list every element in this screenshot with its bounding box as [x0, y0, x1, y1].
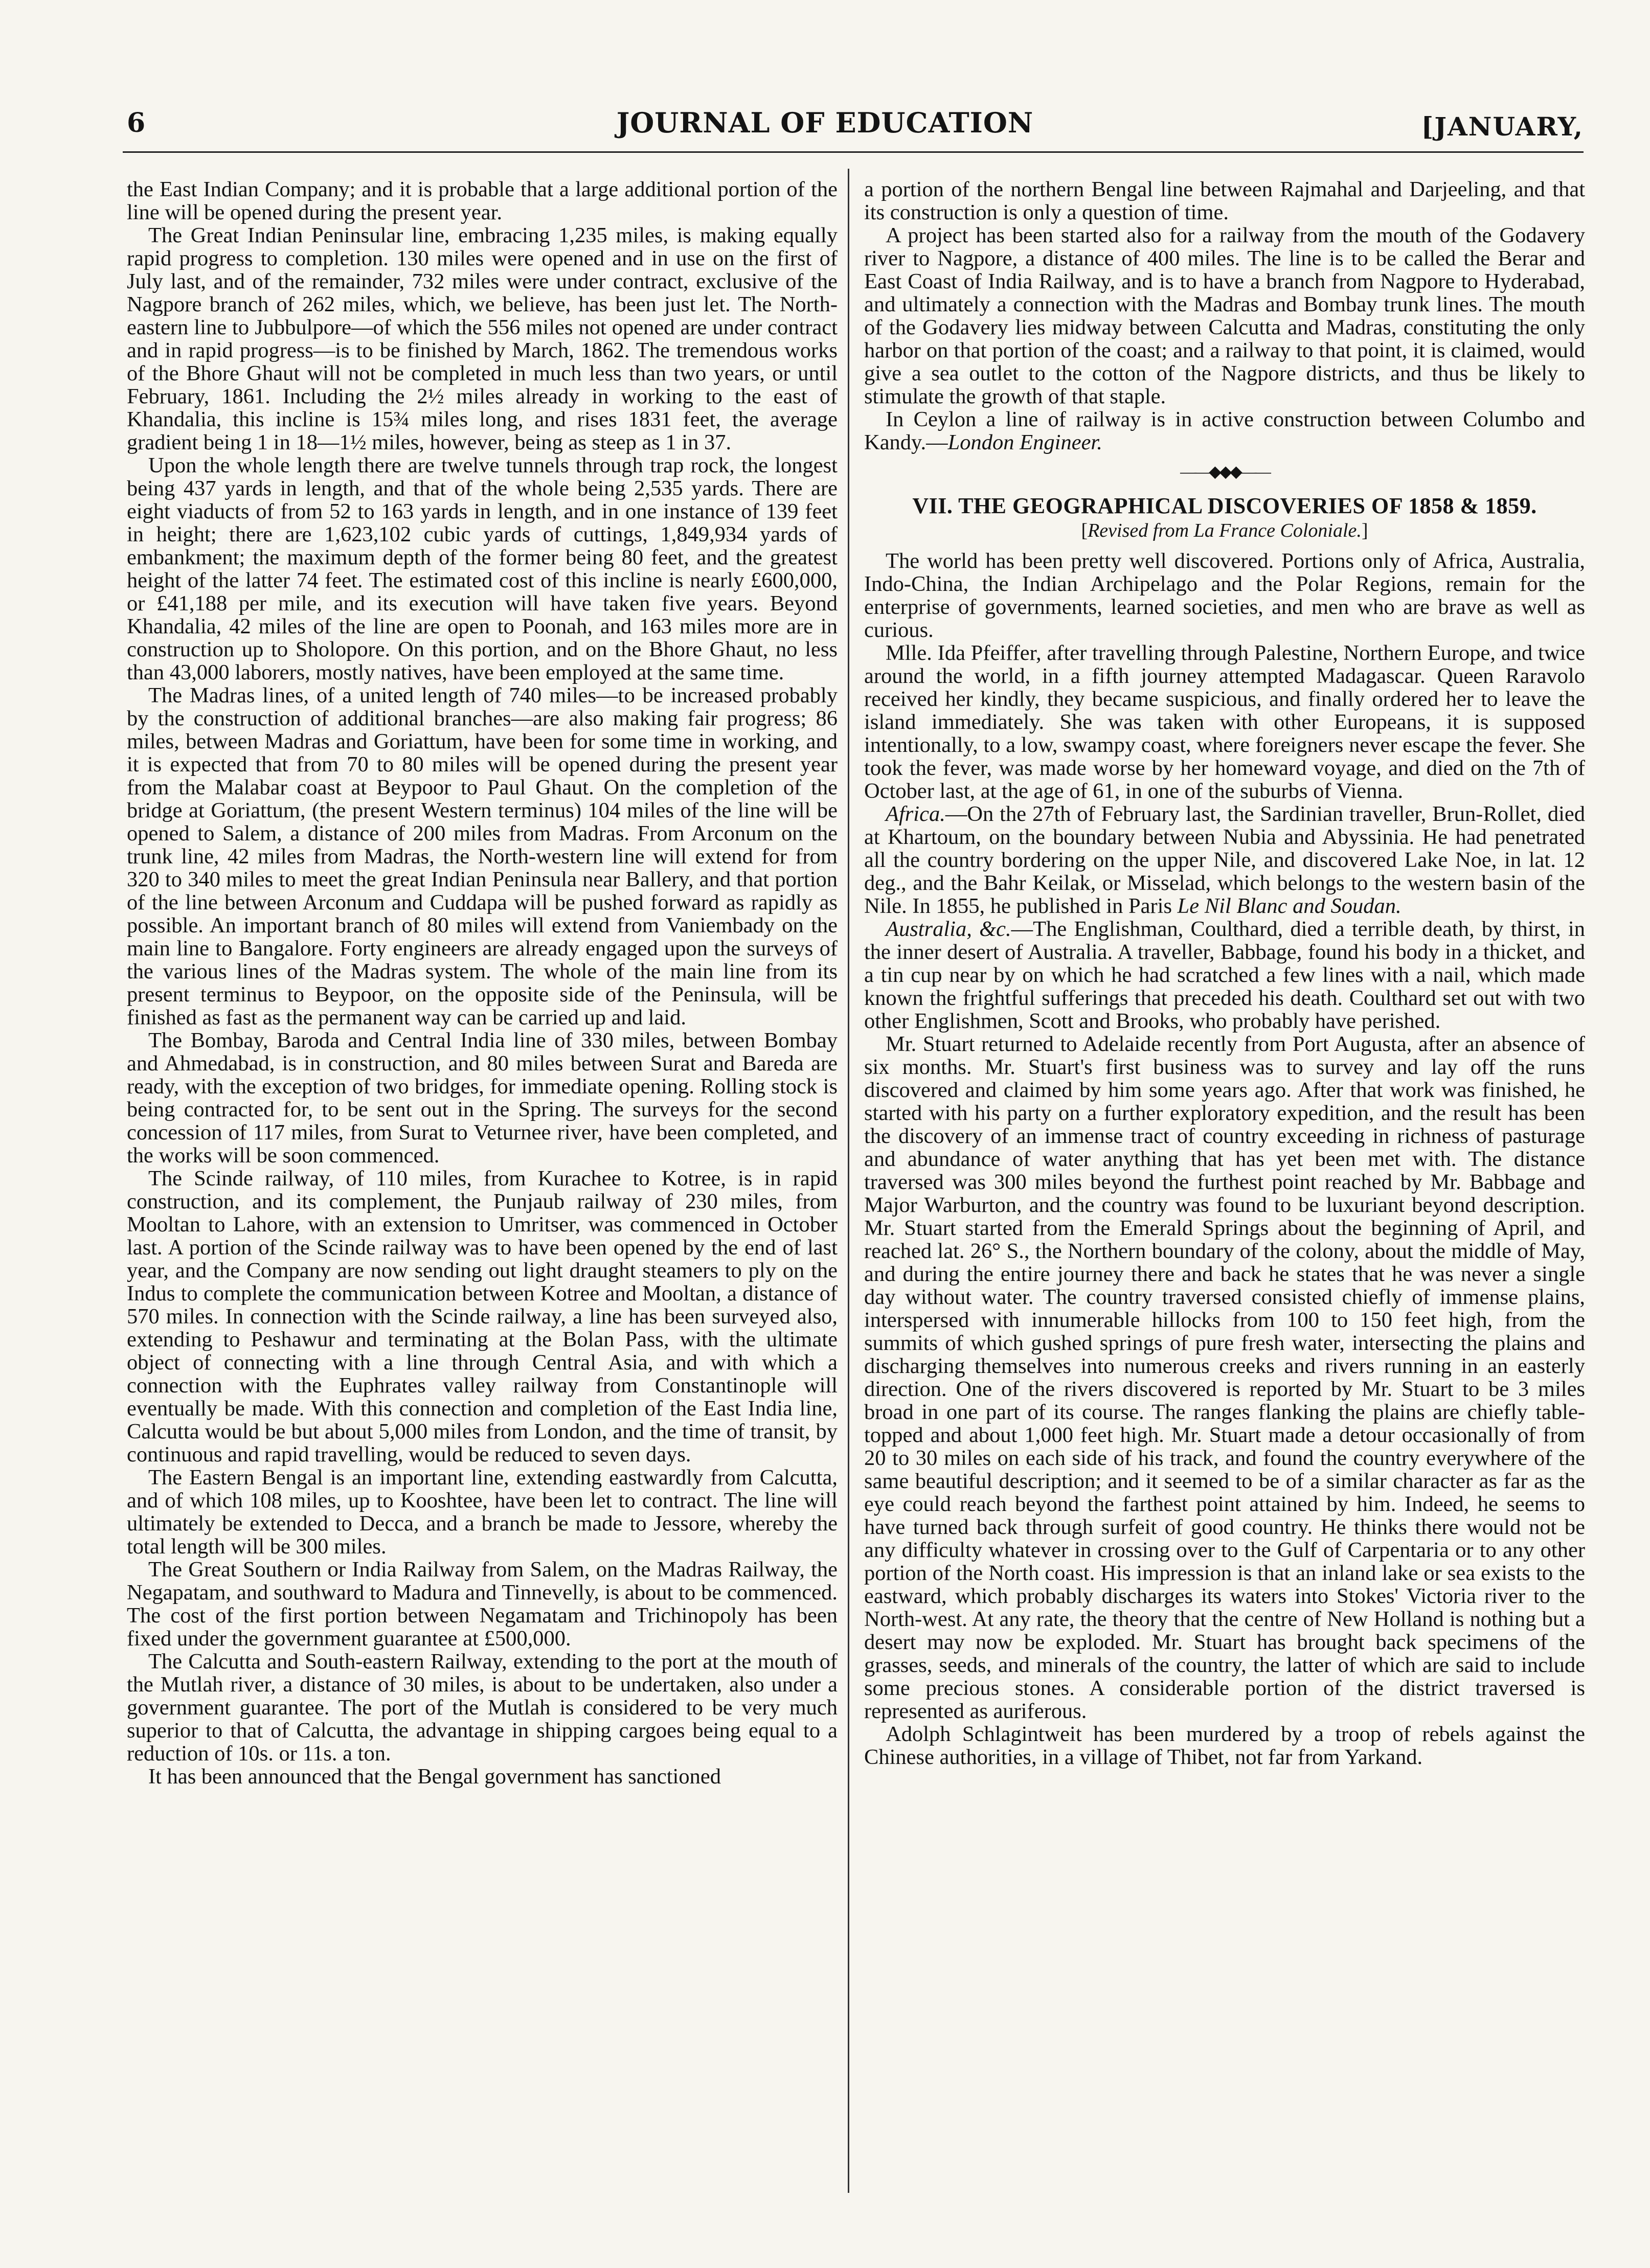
paragraph-bengal-government: It has been announced that the Bengal government has sanctioned — [148, 1765, 721, 1789]
source-note-text: Revised from La France Coloniale. — [1088, 520, 1362, 541]
left-column — [127, 178, 838, 1788]
paragraph-australia — [864, 918, 1585, 1033]
australia-text: —The Englishman, Coulthard, died a terrible death, by thirst, in the inner desert of Australia. A traveller, Babbage, found his body in a thicket, and a tin cup near by on which he had scratched a few lines with a nail, which made known the frightful sufferings that preceded his death. Coulthard set out with two other Englishmen, Scott and Brooks, who probably have perished. — [864, 917, 1585, 1033]
paragraph-schlagintweit: Adolph Schlagintweit has been murdered by a troop of rebels against the Chinese authorities, in a village of Thibet, not far from Yarkand. — [864, 1722, 1585, 1769]
australia-lead: Australia, &c. — [886, 917, 1011, 941]
column-divider — [848, 169, 849, 2193]
paragraph-eastern-bengal: The Eastern Bengal is an important line, extending eastwardly from Calcutta, and of which 108 miles, up to Kooshtee, have been let to contract. The line will ultimately be extended to Decca, and a branch be made to Jessore, whereby the total length will be 300 miles. — [127, 1465, 838, 1559]
paragraph-tunnels: Upon the whole length there are twelve tunnels through trap rock, the longest being 437 yards in length, and that of the whole being 2,535 yards. There are eight viaducts of from 52 to 163 yards in length, and in one instance of 139 feet in height; there are 1,623,102 cubic yards of cuttings, 1,849,934 yards of embankment; the maximum depth of the former being 80 feet, and the greatest height of the latter 74 feet. The estimated cost of this incline is nearly £600,000, or £41,188 per mile, and its execution will have taken five years. Beyond Khandalia, 42 miles of the line are open to Poonah, and 163 miles more are in construction up to Sholopore. On this portion, and on the Bhore Ghaut, no less than 43,000 laborers, mostly natives, have been employed at the same time. — [127, 453, 838, 684]
africa-lead: Africa. — [886, 802, 945, 826]
paragraph-continued: the East Indian Company; and it is probable that a large additional portion of the line will be opened during the present year. — [127, 177, 838, 224]
paragraph-calcutta-south-eastern: The Calcutta and South-eastern Railway, extending to the port at the mouth of the Mutlah river, a distance of 30 miles, is about to be undertaken, also under a government guarantee. The port of the Mutlah is considered to be very much superior to that of Calcutta, the advantage in shipping cargoes being equal to a reduction of 10s. or 11s. a ton. — [127, 1650, 838, 1766]
section-heading: VII. THE GEOGRAPHICAL DISCOVERIES OF 1858 & 1859. — [912, 493, 1537, 518]
ceylon-text: In Ceylon a line of railway is in active construction between Columbo and Kandy.— — [864, 407, 1585, 454]
paragraph-intro: The world has been pretty well discovered. Portions only of Africa, Australia, Indo-China, the Indian Archipelago and the Polar Regions, remain for the enterprise of governments, learned societies, and men who are brave as well as curious. — [864, 549, 1585, 642]
header-rule — [123, 151, 1584, 153]
paragraph-stuart: Mr. Stuart returned to Adelaide recently from Port Augusta, after an absence of six months. Mr. Stuart's first business was to survey and lay off the runs discovered and claimed by him some years ago. After that work was finished, he started with his party on a further exploratory expedition, and the result has been the discovery of an immense tract of country exceeding in richness of pasturage and abundance of water anything that has yet been met with. The distance traversed was 300 miles beyond the furthest point reached by Mr. Babbage and Major Warburton, and the country was found to be luxuriant beyond description. Mr. Stuart started from the Emerald Springs about the beginning of April, and reached lat. 26° S., the Northern boundary of the colony, about the middle of May, and during the entire journey there and back he states that he was never a single day without water. The country traversed consisted chiefly of immense plains, interspersed with innumerable hillocks from 100 to 150 feet high, from the summits of which gushed springs of pure fresh water, intersecting the plains and discharging themselves into numerous creeks and rivers running in an easterly direction. One of the rivers discovered is reported by Mr. Stuart to be 3 miles broad in one part of its course. The ranges flanking the plains are chiefly table-topped and about 1,000 feet high. Mr. Stuart made a detour occasionally of from 20 to 30 miles on each side of his track, and found the country everywhere of the same beautiful description; and it seemed to be of a similar character as far as the eye could reach beyond the farthest point attained by him. Indeed, he seems to have turned back through surfeit of good country. He thinks there would not be any difficulty whatever in crossing over to the Gulf of Carpentaria or to any other portion of the North coast. His impression is that an inland lake or sea exists to the eastward, which probably discharges its waters into Stokes' Victoria river to the North-west. At any rate, the theory that the centre of New Holland is nothing but a desert may now be exploded. Mr. Stuart has brought back specimens of the grasses, seeds, and minerals of the country, the latter of which are said to include some precious stones. A considerable portion of the district traversed is represented as auriferous. — [864, 1032, 1585, 1723]
journal-title: JOURNAL OF EDUCATION — [616, 106, 1034, 139]
issue-month: [JANUARY, — [1421, 111, 1584, 142]
paragraph-pfeiffer: Mlle. Ida Pfeiffer, after travelling through Palestine, Northern Europe, and twice around the world, in a fifth journey attempted Madagascar. Queen Raravolo received her kindly, they became suspicious, and finally ordered her to leave the island immediately. She was taken with other Europeans, it is supposed intentionally, to a low, swampy coast, where foreigners never escape the fever. She took the fever, was made worse by her homeward voyage, and died on the 7th of October last, at the age of 61, in one of the suburbs of Vienna. — [864, 641, 1585, 803]
africa-text: —On the 27th of February last, the Sardinian traveller, Brun-Rollet, died at Khartoum, on the boundary between Nubia and Abyssinia. He had penetrated all the country bordering on the upper Nile, and discovered Lake Noe, in lat. 12 deg., and the Bahr Keilak, or Misselad, which belongs to the western basin of the Nile. In 1855, he published in Paris — [864, 802, 1585, 918]
section-ornament: ——◆◆◆—— — [1180, 462, 1269, 480]
paragraph-africa — [864, 803, 1585, 918]
africa-book-title: Le Nil Blanc and Soudan. — [1177, 894, 1402, 918]
ceylon-source: London Engineer. — [947, 430, 1102, 454]
right-column — [864, 178, 1585, 1769]
paragraph-godavery-project: A project has been started also for a railway from the mouth of the Godavery river to Nagpore, a distance of 400 miles. The line is to be called the Berar and East Coast of India Railway, and is to have a branch from Nagpore to Hyderabad, and ultimately a connection with the Madras and Bombay trunk lines. The mouth of the Godavery lies midway between Calcutta and Madras, constituting the only harbor on that portion of the coast; and a railway to that point, it is claimed, would give a sea outlet to the cotton of the Nagpore districts, and thus be likely to stimulate the growth of that staple. — [864, 223, 1585, 408]
paragraph-scinde-railway: The Scinde railway, of 110 miles, from Kurachee to Kotree, is in rapid construction, and its complement, the Punjaub railway of 230 miles, from Mooltan to Lahore, with an extension to Umritser, was commenced in October last. A portion of the Scinde railway was to have been opened by the end of last year, and the Company are now sending out light draught steamers to ply on the Indus to complete the communication between Kotree and Mooltan, a distance of 570 miles. In connection with the Scinde railway, a line has been surveyed also, extending to Peshawur and terminating at the Bolan Pass, with the ultimate object of connecting with a line through Central Asia, and with which a connection with the Euphrates valley railway from Constantinople will eventually be made. With this connection and completion of the East India line, Calcutta would be but about 5,000 miles from London, and the time of transit, by continuous and rapid travelling, would be reduced to seven days. — [127, 1166, 838, 1467]
paragraph-madras-lines: The Madras lines, of a united length of 740 miles—to be increased probably by the construction of additional branches—are also making fair progress; 86 miles, between Madras and Goriattum, have been for some time in working, and it is expected that from 70 to 80 miles will be opened during the present year from the Malabar coast at Beypoor to Paul Ghaut. On the completion of the bridge at Goriattum, (the present Western terminus) 104 miles of the line will be opened to Salem, a distance of 200 miles from Madras. From Arconum on the trunk line, 42 miles from Madras, the North-western line will extend for from 320 to 340 miles to meet the great Indian Peninsula near Ballery, and that portion of the line between Arconum and Cuddapa will be pushed forward as rapidly as possible. An important branch of 80 miles will extend from Vaniembady on the main line to Bangalore. Forty engineers are already engaged upon the surveys of the various lines of the Madras system. The whole of the main line from its present terminus to Beypoor, on the opposite side of the Peninsula, will be finished as fast as the permanent way can be carried up and laid. — [127, 683, 838, 1029]
source-note: [Revised from La France Coloniale.] — [1081, 520, 1368, 541]
paragraph-great-southern: The Great Southern or India Railway from Salem, on the Madras Railway, the Negapatam, and southward to Madura and Tinnevelly, is about to be commenced. The cost of the first portion between Negamatam and Trichinopoly has been fixed under the government guarantee at £500,000. — [127, 1557, 838, 1651]
paragraph-great-indian-peninsular: The Great Indian Peninsular line, embracing 1,235 miles, is making equally rapid progress to completion. 130 miles were opened and in use on the first of July last, and of the remainder, 732 miles were under contract, exclusive of the Nagpore branch of 262 miles, which, we believe, has been just let. The North-eastern line to Jubbulpore—of which the 556 miles not opened are under contract and in rapid progress—is to be finished by March, 1862. The tremendous works of the Bhore Ghaut will not be completed in much less than two years, or until February, 1861. Including the 2½ miles already in working to the east of Khandalia, this incline is 15¾ miles long, and rises 1831 feet, the average gradient being 1 in 18—1½ miles, however, being as steep as 1 in 37. — [127, 223, 838, 454]
paragraph-bombay-baroda: The Bombay, Baroda and Central India line of 330 miles, between Bombay and Ahmedabad, is in construction, and 80 miles between Surat and Bareda are ready, with the exception of two bridges, for immediate opening. Rolling stock is being contracted for, to be sent out in the Spring. The surveys for the second concession of 117 miles, from Surat to Veturnee river, have been completed, and the works will be soon commenced. — [127, 1028, 838, 1167]
paragraph-northern-bengal: a portion of the northern Bengal line between Rajmahal and Darjeeling, and that its construction is only a question of time. — [864, 177, 1585, 224]
page-number: 6 — [127, 107, 146, 139]
paragraph-ceylon — [864, 408, 1585, 454]
